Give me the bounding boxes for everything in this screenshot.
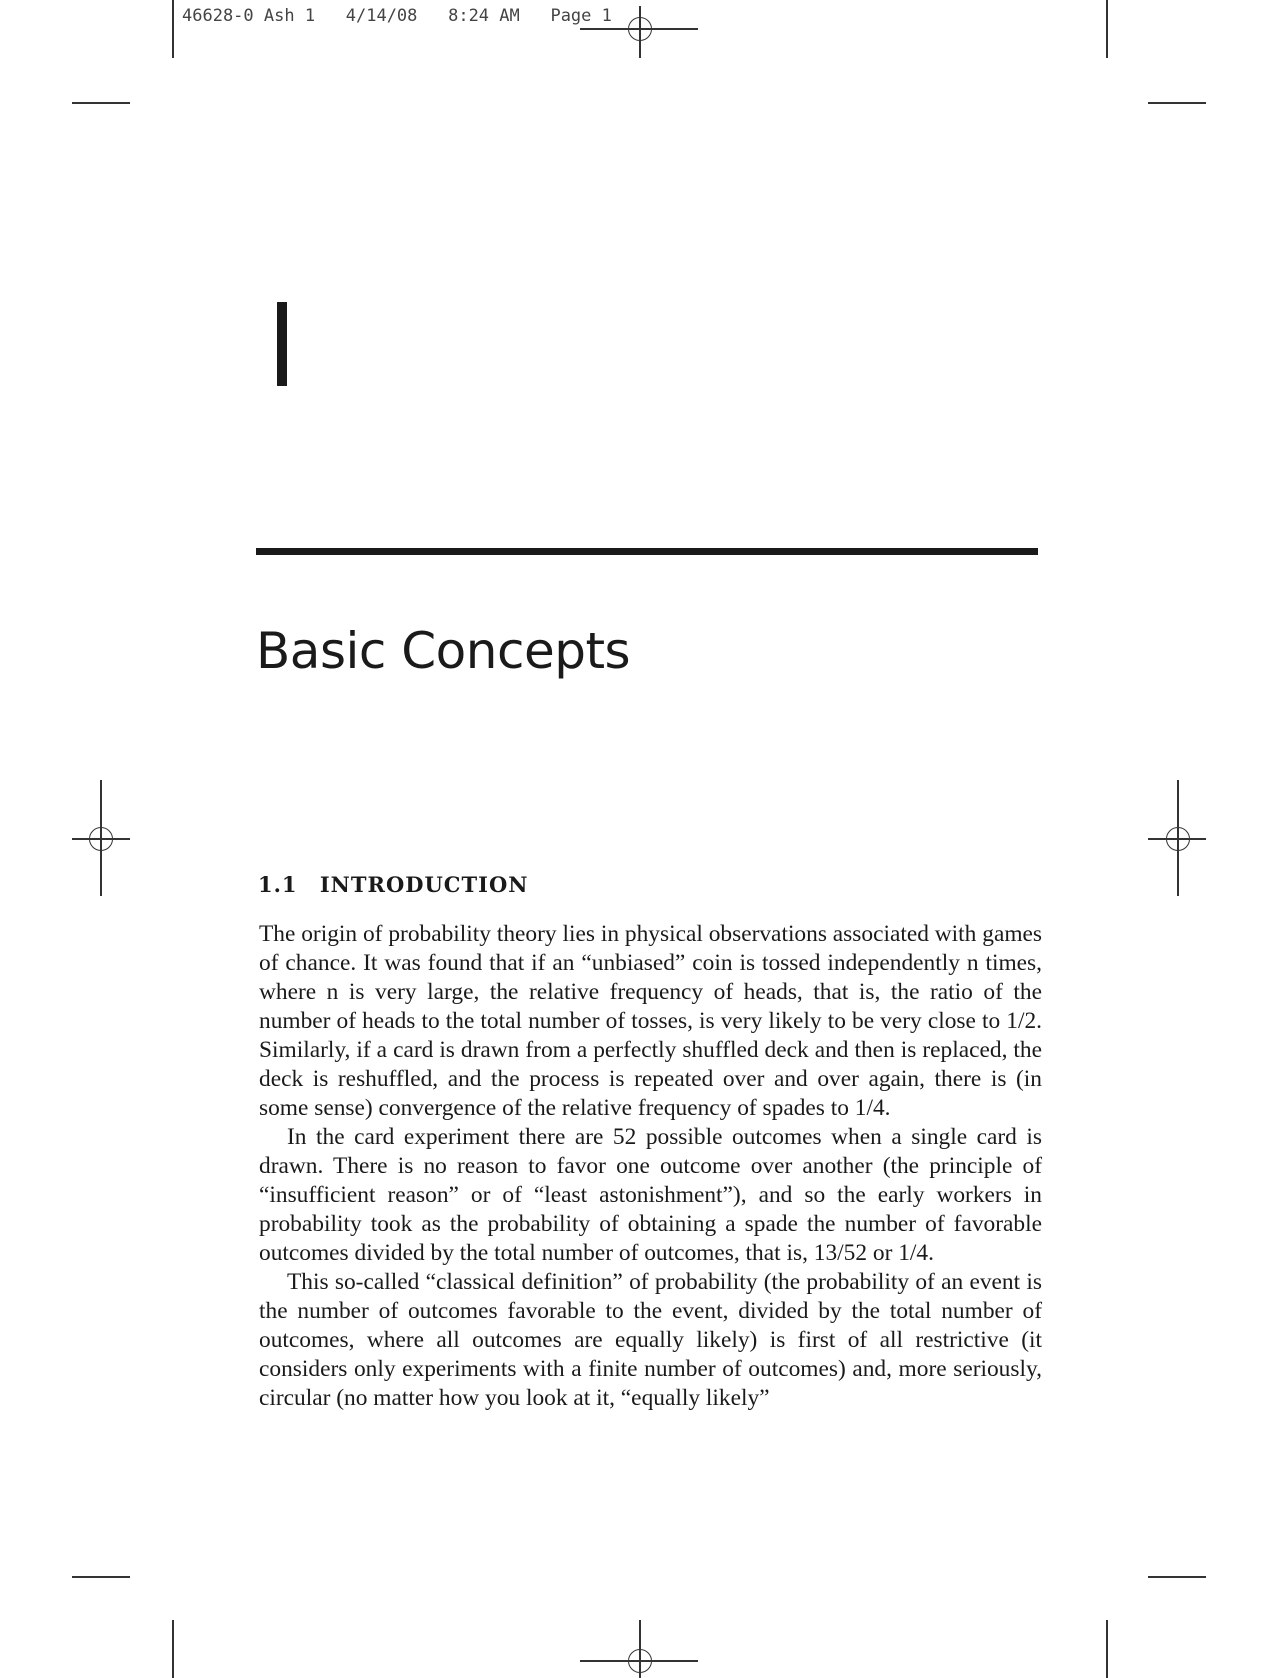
section-heading [258, 872, 528, 897]
chapter-title: Basic Concepts [256, 622, 631, 680]
paragraph-3: This so-called “classical definition” of probability (the probability of an event is the number of outcomes favorable to the event, divided by the total number of outcomes, where all outcomes are equally likely) is first of all restrictive (it considers only experiments with a finite number of outcomes) and, more seriously, circular (no matter how you look at it, “equally likely” [259, 1269, 1042, 1411]
crop-mark-bottom-right [1106, 1620, 1108, 1678]
section-number: 1.1 [258, 872, 298, 897]
crop-mark-left-upper [72, 102, 130, 104]
section-title: INTRODUCTION [319, 872, 529, 897]
chapter-rule [256, 548, 1038, 555]
paragraph-2: In the card experiment there are 52 possible outcomes when a single card is drawn. There is no reason to favor one outcome over another (the principle of “insufficient reason” or of “least astonishment”), and so the early workers in probability took as the probability of obtaining a spade the number of favorable outcomes divided by the total number of outcomes, that is, 13/52 or 1/4. [259, 1124, 1042, 1266]
body-text [259, 920, 1042, 1413]
crop-mark-right-upper [1148, 102, 1206, 104]
crop-mark-bottom-left [172, 1620, 174, 1678]
paragraph-1: The origin of probability theory lies in physical observations associated with games of chance. It was found that if an “unbiased” coin is tossed independently n times, where n is very large, the relative frequency of heads, that is, the ratio of the number of heads to the total number of tosses, is very likely to be very close to 1/2. Similarly, if a card is drawn from a perfectly shuffled deck and then is replaced, the deck is reshuffled, and the process is repeated over and over again, there is (in some sense) convergence of the relative frequency of spades to 1/4. [259, 921, 1042, 1121]
crop-mark-top-right [1106, 0, 1108, 58]
chapter-number [277, 302, 287, 386]
crop-mark-top-left [172, 0, 174, 58]
crop-mark-right-lower [1148, 1576, 1206, 1578]
print-slug: 46628-0 Ash 1 4/14/08 8:24 AM Page 1 [182, 6, 612, 26]
crop-mark-left-lower [72, 1576, 130, 1578]
